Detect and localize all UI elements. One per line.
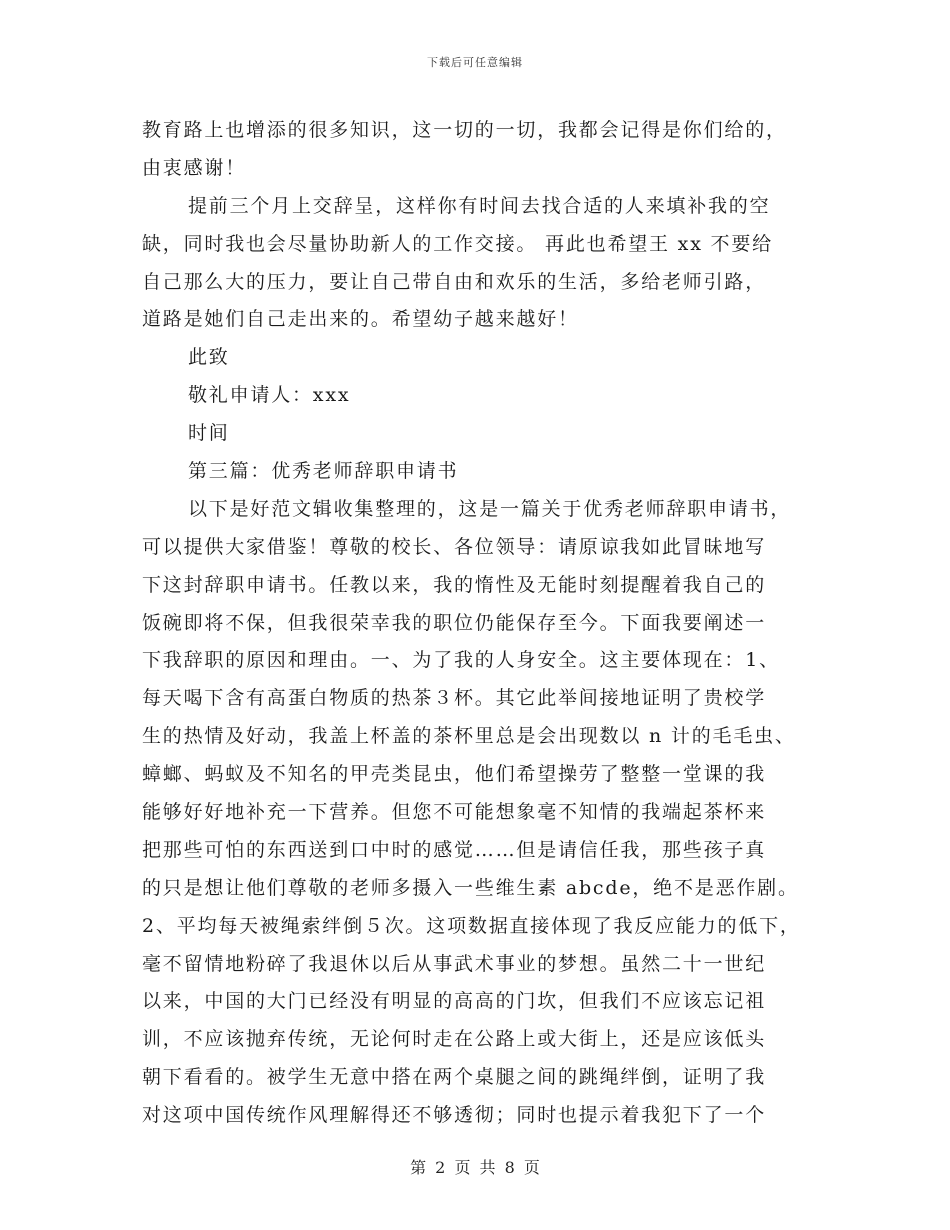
text-line: 能够好好地补充一下营养。但您不可能想象毫不知情的我端起茶杯来 [142, 801, 767, 824]
text-line: 教育路上也增添的很多知识，这一切的一切，我都会记得是你们给的， [142, 119, 787, 141]
text-line: 以下是好范文辑收集整理的，这是一篇关于优秀老师辞职申请书， [188, 497, 792, 520]
text-line: 饭碗即将不保，但我很荣幸我的职位仍能保存至今。下面我要阐述一 [142, 611, 767, 634]
text-line: 对这项中国传统作风理解得还不够透彻；同时也提示着我犯下了一个 [142, 1104, 767, 1127]
text-line: 的只是想让他们尊敬的老师多摄入一些维生素 abcde，绝不是恶作剧。 [142, 876, 799, 899]
text-line: 蟑螂、蚂蚁及不知名的甲壳类昆虫，他们希望操劳了整整一堂课的我 [142, 763, 767, 786]
text-line: 朝下看看的。被学生无意中搭在两个桌腿之间的跳绳绊倒，证明了我 [142, 1066, 767, 1089]
text-line: 把那些可怕的东西送到口中时的感觉……但是请信任我，那些孩子真 [142, 838, 767, 861]
text-line: 第三篇：优秀老师辞职申请书 [188, 460, 459, 483]
page-header-note: 下载后可任意编辑 [427, 56, 523, 69]
text-line: 2、平均每天被绳索绊倒５次。这项数据直接体现了我反应能力的低下， [142, 914, 801, 937]
text-line: 下我辞职的原因和理由。一、为了我的人身安全。这主要体现在：1、 [142, 649, 780, 672]
text-line: 时间 [188, 422, 230, 445]
text-line: 缺，同时我也会尽量协助新人的工作交接。 再此也希望王 xx 不要给 [142, 232, 773, 255]
text-line: 以来，中国的大门已经没有明显的高高的门坎，但我们不应该忘记祖 [142, 990, 767, 1013]
text-line: 自己那么大的压力，要让自己带自由和欢乐的生活，多给老师引路， [142, 270, 767, 293]
text-line: 下这封辞职申请书。任教以来，我的惰性及无能时刻提醒着我自己的 [142, 573, 767, 596]
text-line: 可以提供大家借鉴！尊敬的校长、各位领导：请原谅我如此冒昧地写 [142, 535, 767, 558]
text-line: 道路是她们自己走出来的。希望幼子越来越好！ [142, 308, 579, 331]
page-number-footer: 第 2 页 共 8 页 [410, 1158, 540, 1177]
text-line: 每天喝下含有高蛋白物质的热茶３杯。其它此举间接地证明了贵校学 [142, 687, 767, 710]
text-line: 由衷感谢！ [142, 156, 247, 179]
text-line: 毫不留情地粉碎了我退休以后从事武术事业的梦想。虽然二十一世纪 [142, 952, 767, 975]
text-line: 敬礼申请人：xxx [188, 384, 351, 407]
text-line: 此致 [188, 346, 230, 369]
text-line: 生的热情及好动，我盖上杯盖的茶杯里总是会出现数以 n 计的毛毛虫、 [142, 725, 796, 748]
text-line: 提前三个月上交辞呈，这样你有时间去找合适的人来填补我的空 [188, 194, 771, 217]
text-line: 训，不应该抛弃传统，无论何时走在公路上或大街上，还是应该低头 [142, 1028, 767, 1051]
document-body [142, 112, 814, 1135]
